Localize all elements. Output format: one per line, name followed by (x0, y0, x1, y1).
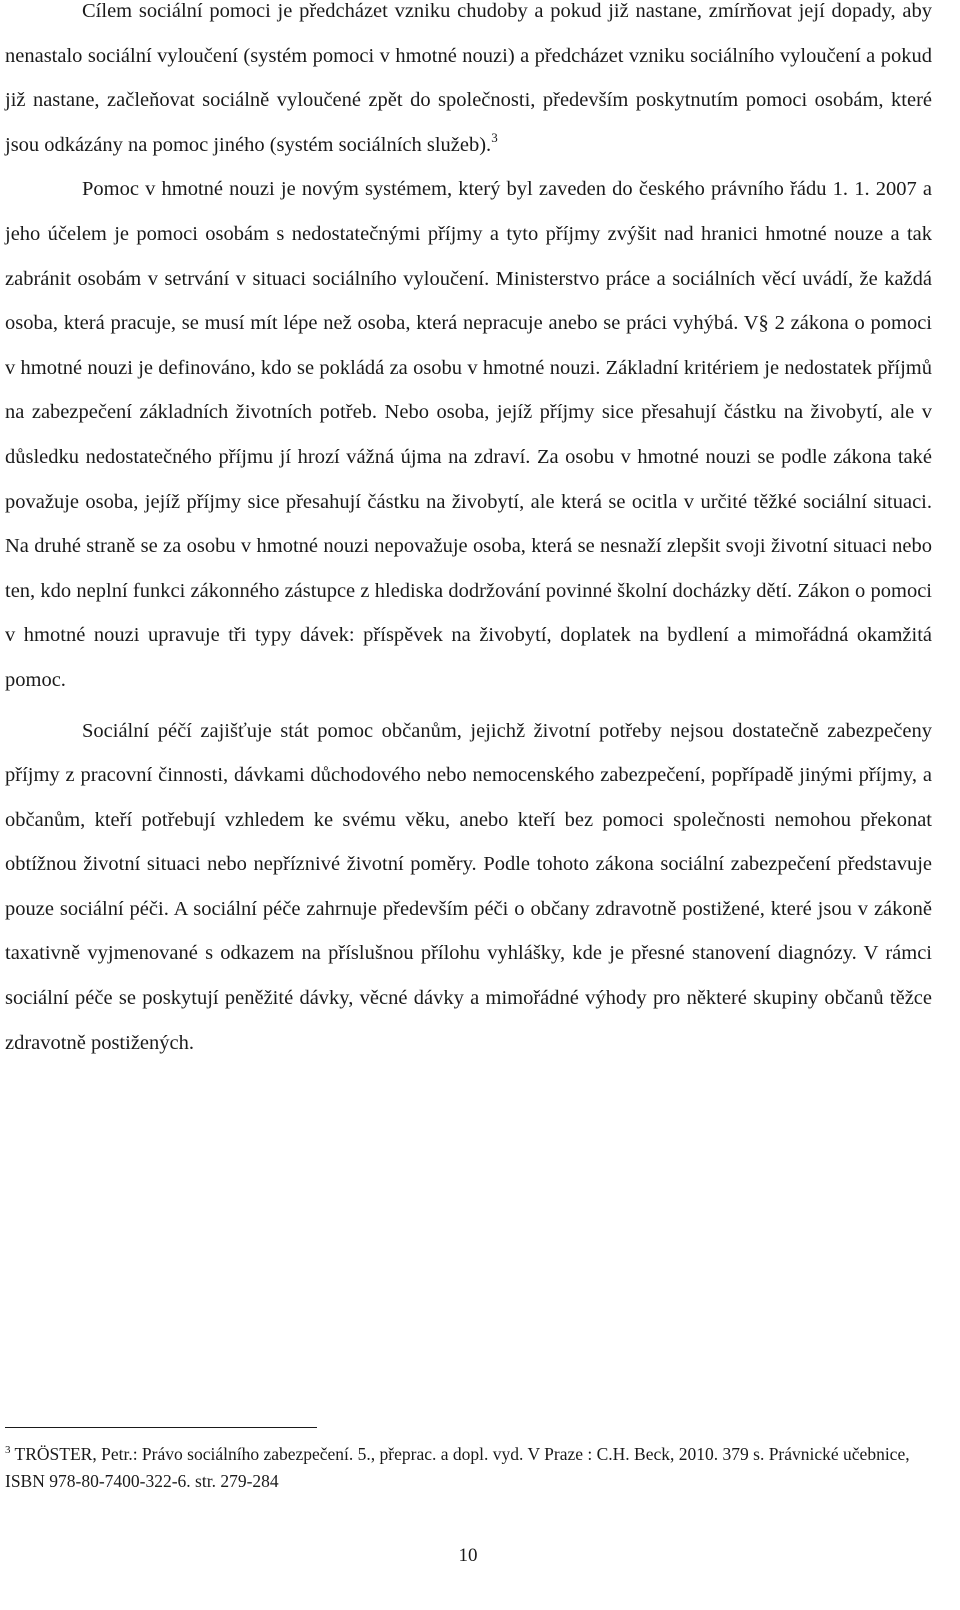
paragraph-text: Cílem sociální pomoci je předcházet vzniku chudoby a pokud již nastane, zmírňovat její dopady, aby nenastalo sociální vyloučení (systém pomoci v hmotné nouzi) a předcházet vzniku sociálního vyloučení a pokud již nastane, začleňovat sociálně vyloučené zpět do společnosti, především poskytnutím pomoci osobám, které jsou odkázány na pomoc jiného (systém sociálních služeb). (5, 0, 932, 156)
footnote-reference: 3 (491, 129, 498, 145)
page-number: 10 (458, 1545, 478, 1566)
document-body (5, 0, 932, 1065)
footnote-text: TRÖSTER, Petr.: Právo sociálního zabezpečení. 5., přeprac. a dopl. vyd. V Praze : C.H. Beck, 2010. 379 s. Právnické učebnice, ISBN 978-80-7400-322-6. str. 279-284 (5, 1444, 910, 1491)
footnote (5, 1441, 932, 1495)
footnote-number: 3 (5, 1444, 11, 1456)
paragraph-social-assistance-goal (5, 0, 932, 167)
footnote-separator (5, 1427, 317, 1428)
paragraph-social-care: Sociální péčí zajišťuje stát pomoc občanům, jejichž životní potřeby nejsou dostatečně zabezpečeny příjmy z pracovní činnosti, dávkami důchodového nebo nemocenského zabezpečení, popřípadě jinými příjmy, a občanům, kteří potřebují vzhledem ke svému věku, anebo kteří bez pomoci společnosti nemohou překonat obtížnou životní situaci nebo nepříznivé životní poměry. Podle tohoto zákona sociální zabezpečení představuje pouze sociální péči. A sociální péče zahrnuje především péči o občany zdravotně postižené, které jsou v zákoně taxativně vyjmenované s odkazem na příslušnou přílohu vyhlášky, kde je přesné stanovení diagnózy. V rámci sociální péče se poskytují peněžité dávky, věcné dávky a mimořádné výhody pro některé skupiny občanů těžce zdravotně postižených. (5, 719, 932, 1054)
paragraph-material-need: Pomoc v hmotné nouzi je novým systémem, který byl zaveden do českého právního řádu 1. 1. 2007 a jeho účelem je pomoci osobám s nedostatečnými příjmy a tyto příjmy zvýšit nad hranici hmotné nouze a tak zabránit osobám v setrvání v situaci sociálního vyloučení. Ministerstvo práce a sociálních věcí uvádí, že každá osoba, která pracuje, se musí mít lépe než osoba, která nepracuje anebo se práci vyhýbá. V§ 2 zákona o pomoci v hmotné nouzi je definováno, kdo se pokládá za osobu v hmotné nouzi. Základní kritériem je nedostatek příjmů na zabezpečení základních životních potřeb. Nebo osoba, jejíž příjmy sice přesahují částku na živobytí, ale v důsledku nedostatečného příjmu jí hrozí vážná újma na zdraví. Za osobu v hmotné nouzi se podle zákona také považuje osoba, jejíž příjmy sice přesahují částku na živobytí, ale která se ocitla v určité těžké sociální situaci. Na druhé straně se za osobu v hmotné nouzi nepovažuje osoba, která se nesnaží zlepšit svoji životní situaci nebo ten, kdo neplní funkci zákonného zástupce z hlediska dodržování povinné školní docházky dětí. Zákon o pomoci v hmotné nouzi upravuje tři typy dávek: příspěvek na živobytí, doplatek na bydlení a mimořádná okamžitá pomoc. (5, 178, 932, 691)
